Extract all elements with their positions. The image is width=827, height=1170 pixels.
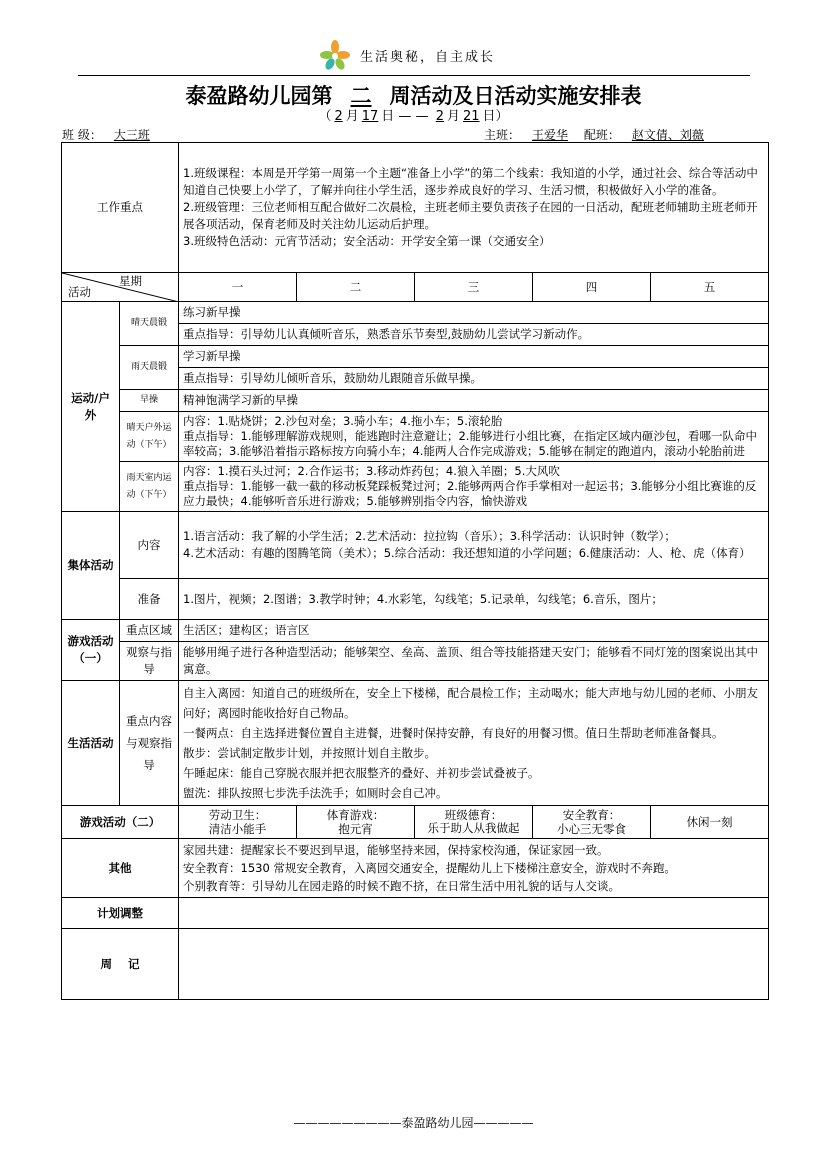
game2-item: 班级德育： 乐于助人从我做起 <box>415 806 533 839</box>
sports-content: 练习新早操 重点指导：引导幼儿认真倾听音乐，熟悉音乐节奏型,鼓励幼儿尝试学习新动作。 <box>179 302 769 346</box>
day-tuesday: 二 <box>297 273 415 302</box>
life-content: 自主入离园：知道自己的班级所在，安全上下楼梯，配合晨检工作；主动喝水；能大声地与幼儿园的老师、小朋友问好；离园时能收拾好自己物品。 一餐两点：自主选择进餐位置自主进餐，进餐时保持安静，有良好的用餐习惯。值日生帮助老师准备餐具。 散步：尝试制定散步计划，并按照计划自主散步。 午睡起床：能自己穿脱衣服并把衣服整齐的叠好、并初步尝试叠被子。 盥洗：排队按照七步洗手法洗手；如厕时会自己冲。 <box>179 681 769 806</box>
game2-item: 体育游戏： 抱元宵 <box>297 806 415 839</box>
sports-content: 学习新早操 重点指导：引导幼儿倾听音乐，鼓励幼儿跟随音乐做早操。 <box>179 346 769 390</box>
life-label: 生活活动 <box>62 681 120 806</box>
kindergarten-logo-icon <box>318 38 352 72</box>
game1-focus: 生活区；建构区；语言区 <box>179 620 769 642</box>
group-content-row <box>62 512 769 579</box>
header-divider <box>78 75 750 76</box>
game1-focus-label: 重点区域 <box>120 620 179 642</box>
life-sub-label: 重点内容与观察指导 <box>120 681 179 806</box>
page-title: 泰盈路幼儿园第 二 周活动及日活动实施安排表 <box>185 83 642 108</box>
class-value: 大三班 <box>113 128 150 142</box>
date-range: （ 2 月 17 日 — — 2 月 21 日） <box>318 109 509 124</box>
game1-observe: 能够用绳子进行各种造型活动；能够架空、垒高、盖顶、组合等技能搭建天安门；能够看不同灯笼的图案说出其中寓意。 <box>179 642 769 681</box>
day-wednesday: 三 <box>415 273 533 302</box>
sports-row-2 <box>62 346 769 390</box>
week-number: 二 <box>350 83 372 108</box>
plan-adjust-label: 计划调整 <box>62 898 179 929</box>
game1-observe-label: 观察与指导 <box>120 642 179 681</box>
sports-label: 运动/户外 <box>62 302 120 512</box>
group-content: 1.语言活动：我了解的小学生活；2.艺术活动：拉拉钩（音乐）；3.科学活动：认识时钟（数学）； 4.艺术活动：有趣的图腾笔筒（美术）；5.综合活动：我还想知道的小学问题；6.健康活动：人、枪、虎（体育） <box>179 512 769 579</box>
sports-row-1 <box>62 302 769 346</box>
weekly-note-content <box>179 929 769 1000</box>
day-monday: 一 <box>179 273 297 302</box>
sports-sub-label: 雨天室内运动（下午） <box>120 462 179 512</box>
game2-label: 游戏活动（二） <box>62 806 179 839</box>
plan-adjust-row <box>62 898 769 929</box>
lead-teacher: 王爱华 <box>532 128 569 142</box>
other-label: 其他 <box>62 839 179 898</box>
week-header-corner: 星期 活动 <box>62 273 179 302</box>
sports-sub-label: 早操 <box>120 390 179 412</box>
game1-observe-row <box>62 642 769 681</box>
weekly-note-label: 周 记 <box>62 929 179 1000</box>
assist-teachers: 赵文倩、刘薇 <box>631 128 704 142</box>
work-focus-label: 工作重点 <box>62 143 179 273</box>
sports-content: 内容：1.摸石头过河；2.合作运书；3.移动炸药包；4.狼入羊圈；5.大风吹 重点指导：1.能够一截一截的移动板凳踩板凳过河；2.能够两两合作手掌相对一起运书；3.能够分小组比赛谁的反应力最快；4.能够听音乐进行游戏；5.能够辨别指令内容，愉快游戏 <box>179 462 769 512</box>
sports-row-5 <box>62 462 769 512</box>
game2-item: 劳动卫生： 清洁小能手 <box>179 806 297 839</box>
day-thursday: 四 <box>533 273 651 302</box>
sports-row-3 <box>62 390 769 412</box>
sports-sub-label: 晴天晨锻 <box>120 302 179 346</box>
game2-row <box>62 806 769 839</box>
other-row <box>62 839 769 898</box>
group-prep-row <box>62 579 769 620</box>
sports-content: 精神饱满学习新的早操 <box>179 390 769 412</box>
life-row <box>62 681 769 806</box>
game1-focus-row <box>62 620 769 642</box>
class-info: 班 级： 大三班 主班： 王爱华 配班： 赵文倩、刘薇 <box>62 126 767 143</box>
group-content-label: 内容 <box>120 512 179 579</box>
game2-item: 休闲一刻 <box>651 806 769 839</box>
plan-adjust-content <box>179 898 769 929</box>
footer: —————————泰盈路幼儿园————— <box>293 1116 534 1130</box>
game2-item: 安全教育： 小心三无零食 <box>533 806 651 839</box>
work-focus-content: 1.班级课程：本周是开学第一周第一个主题“准备上小学”的第二个线索：我知道的小学，通过社会、综合等活动中知道自己快要上小学了，了解并向往小学生活，逐步养成良好的学习、生活习惯，积极做好入小学的准备。 2.班级管理：三位老师相互配合做好二次晨检，主班老师主要负责孩子在园的一日活动，配班老师辅助主班老师开展各项活动，保育老师及时关注幼儿运动后护理。 3.班级特色活动：元宵节活动；安全活动：开学安全第一课（交通安全） <box>179 143 769 273</box>
sports-sub-label: 雨天晨锻 <box>120 346 179 390</box>
group-label: 集体活动 <box>62 512 120 620</box>
day-friday: 五 <box>651 273 769 302</box>
sports-content: 内容：1.贴烧饼；2.沙包对垒；3.骑小车；4.拖小车；5.滚轮胎 重点指导：1.能够理解游戏规则，能逃跑时注意避让；2.能够进行小组比赛，在指定区域内砸沙包，看哪一队命中率较高；3.能够沿着指示路标按方向骑小车；4.能两人合作完成游戏；5.能够在制定的跑道内，滚动小轮胎前进 <box>179 412 769 462</box>
group-prep: 1.图片，视频；2.图谱；3.教学时钟；4.水彩笔，勾线笔；5.记录单，勾线笔；6.音乐，图片； <box>179 579 769 620</box>
motto: 生活奥秘，自主成长 <box>360 50 496 65</box>
game1-label: 游戏活动（一） <box>62 620 120 681</box>
week-header-row <box>62 273 769 302</box>
sports-row-4 <box>62 412 769 462</box>
work-focus-row <box>62 143 769 273</box>
weekly-note-row <box>62 929 769 1000</box>
group-prep-label: 准备 <box>120 579 179 620</box>
plan-table <box>61 142 769 1000</box>
sports-sub-label: 晴天户外运动（下午） <box>120 412 179 462</box>
other-content: 家园共建：提醒家长不要迟到早退，能够坚持来园，保持家校沟通，保证家园一致。 安全教育：1530 常规安全教育，入离园交通安全，提醒幼儿上下楼梯注意安全，游戏时不奔跑。 个别教育等：引导幼儿在园走路的时候不跑不挤，在日常生活中用礼貌的话与人交谈。 <box>179 839 769 898</box>
